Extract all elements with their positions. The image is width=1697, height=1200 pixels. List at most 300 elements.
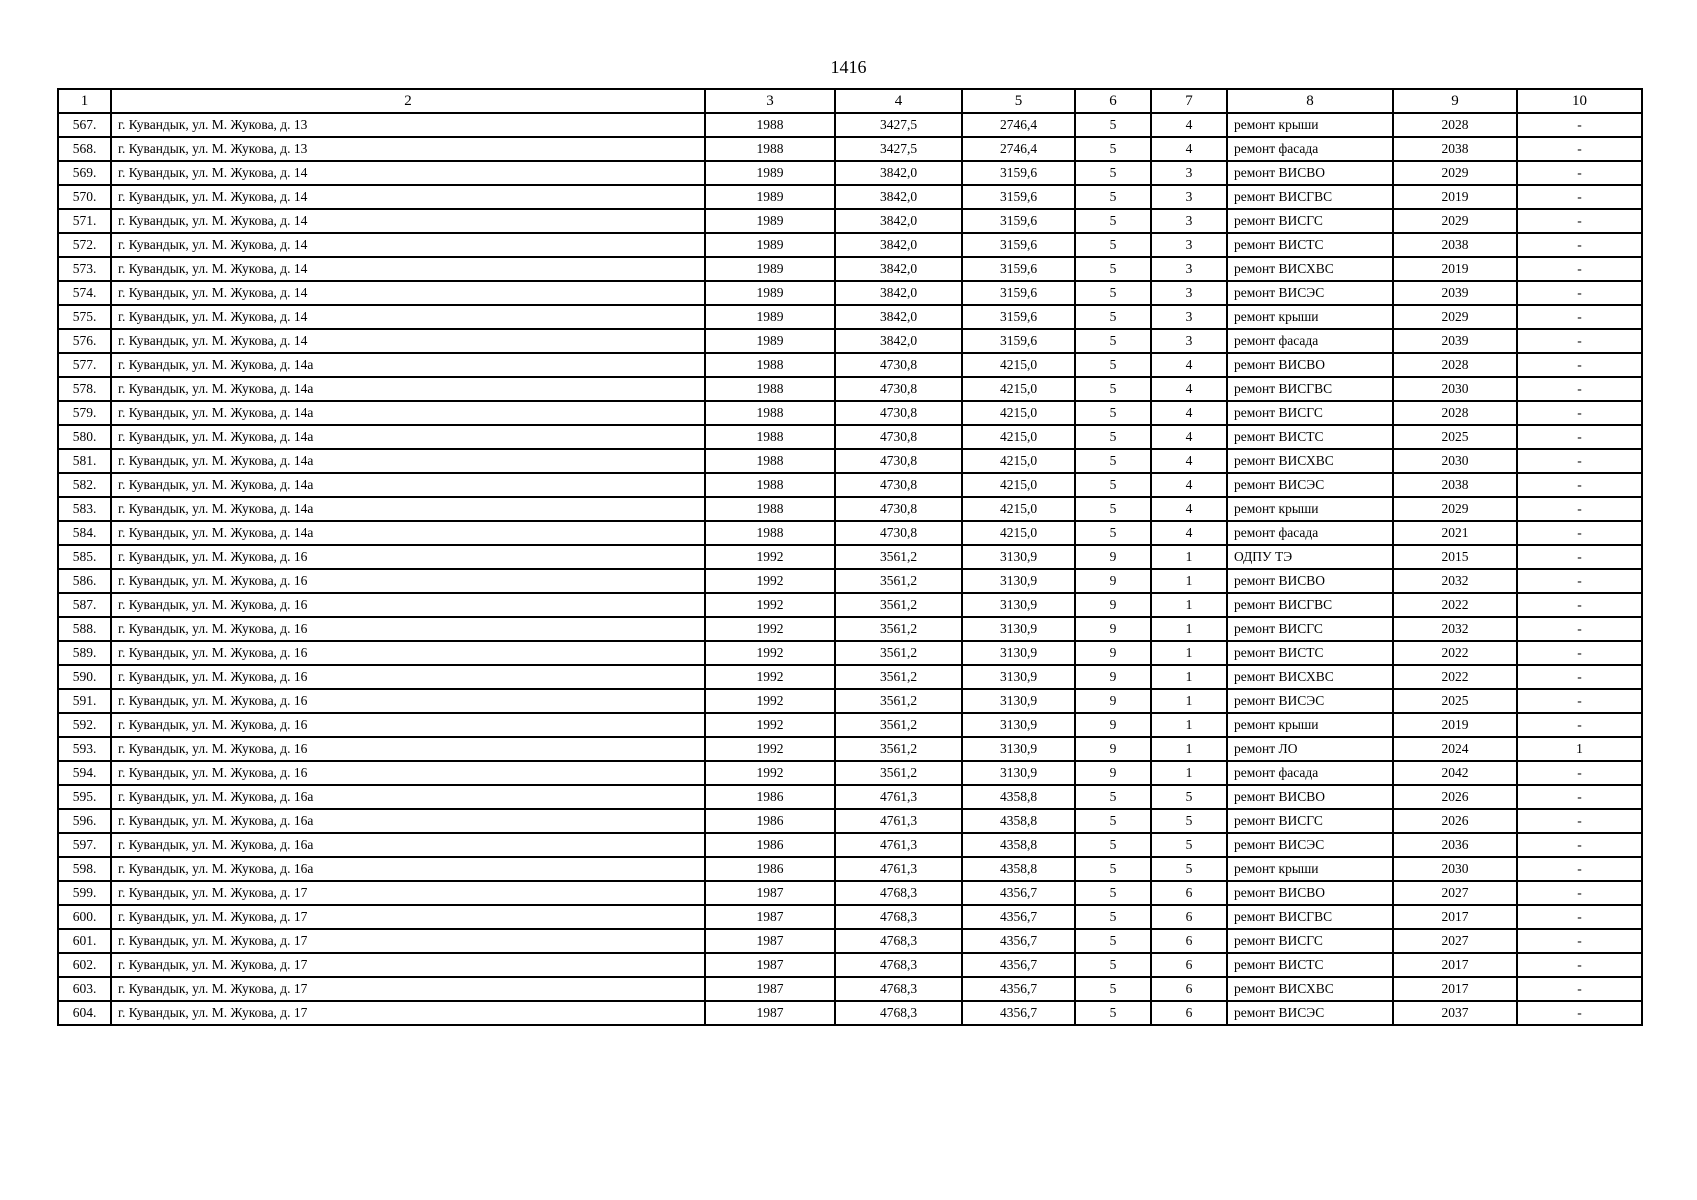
total-area-cell: 4761,3	[835, 785, 962, 809]
entrances-cell: 1	[1151, 545, 1227, 569]
floors-cell: 5	[1075, 113, 1151, 137]
year-built-cell: 1988	[705, 377, 835, 401]
entrances-cell: 4	[1151, 353, 1227, 377]
entrances-cell: 3	[1151, 185, 1227, 209]
row-number-cell: 601.	[58, 929, 111, 953]
column-header-3: 3	[705, 89, 835, 113]
total-area-cell: 3427,5	[835, 137, 962, 161]
table-row	[58, 929, 1642, 953]
row-number-cell: 593.	[58, 737, 111, 761]
work-type-cell: ремонт ВИСЭС	[1227, 1001, 1393, 1025]
total-area-cell: 4768,3	[835, 977, 962, 1001]
year-built-cell: 1987	[705, 977, 835, 1001]
living-area-cell: 3130,9	[962, 737, 1075, 761]
year-built-cell: 1987	[705, 881, 835, 905]
row-number-cell: 569.	[58, 161, 111, 185]
column-10-cell: -	[1517, 665, 1642, 689]
column-10-cell: -	[1517, 305, 1642, 329]
planned-year-cell: 2038	[1393, 473, 1517, 497]
living-area-cell: 3130,9	[962, 689, 1075, 713]
table-row	[58, 185, 1642, 209]
row-number-cell: 585.	[58, 545, 111, 569]
column-10-cell: -	[1517, 689, 1642, 713]
column-10-cell: -	[1517, 497, 1642, 521]
total-area-cell: 3427,5	[835, 113, 962, 137]
work-type-cell: ремонт крыши	[1227, 113, 1393, 137]
column-10-cell: 1	[1517, 737, 1642, 761]
address-cell: г. Кувандык, ул. М. Жукова, д. 13	[111, 137, 705, 161]
floors-cell: 9	[1075, 665, 1151, 689]
address-cell: г. Кувандык, ул. М. Жукова, д. 14а	[111, 401, 705, 425]
planned-year-cell: 2032	[1393, 569, 1517, 593]
column-10-cell: -	[1517, 257, 1642, 281]
living-area-cell: 3130,9	[962, 761, 1075, 785]
living-area-cell: 4215,0	[962, 425, 1075, 449]
year-built-cell: 1992	[705, 689, 835, 713]
living-area-cell: 3159,6	[962, 257, 1075, 281]
address-cell: г. Кувандык, ул. М. Жукова, д. 16а	[111, 785, 705, 809]
column-10-cell: -	[1517, 113, 1642, 137]
entrances-cell: 1	[1151, 713, 1227, 737]
column-10-cell: -	[1517, 929, 1642, 953]
work-type-cell: ремонт ВИСГВС	[1227, 593, 1393, 617]
entrances-cell: 5	[1151, 785, 1227, 809]
entrances-cell: 3	[1151, 233, 1227, 257]
year-built-cell: 1989	[705, 209, 835, 233]
year-built-cell: 1986	[705, 809, 835, 833]
row-number-cell: 596.	[58, 809, 111, 833]
column-header-2: 2	[111, 89, 705, 113]
total-area-cell: 3561,2	[835, 545, 962, 569]
living-area-cell: 3130,9	[962, 641, 1075, 665]
work-type-cell: ремонт ВИСГС	[1227, 809, 1393, 833]
floors-cell: 5	[1075, 137, 1151, 161]
year-built-cell: 1989	[705, 329, 835, 353]
planned-year-cell: 2026	[1393, 785, 1517, 809]
table-row	[58, 977, 1642, 1001]
row-number-cell: 595.	[58, 785, 111, 809]
entrances-cell: 1	[1151, 737, 1227, 761]
address-cell: г. Кувандык, ул. М. Жукова, д. 14	[111, 329, 705, 353]
work-type-cell: ремонт ВИСХВС	[1227, 257, 1393, 281]
row-number-cell: 568.	[58, 137, 111, 161]
planned-year-cell: 2021	[1393, 521, 1517, 545]
column-10-cell: -	[1517, 281, 1642, 305]
column-header-5: 5	[962, 89, 1075, 113]
total-area-cell: 3561,2	[835, 641, 962, 665]
total-area-cell: 3561,2	[835, 617, 962, 641]
row-number-cell: 598.	[58, 857, 111, 881]
living-area-cell: 3130,9	[962, 665, 1075, 689]
planned-year-cell: 2032	[1393, 617, 1517, 641]
total-area-cell: 3561,2	[835, 689, 962, 713]
row-number-cell: 571.	[58, 209, 111, 233]
work-type-cell: ремонт ЛО	[1227, 737, 1393, 761]
living-area-cell: 3130,9	[962, 569, 1075, 593]
floors-cell: 5	[1075, 185, 1151, 209]
column-10-cell: -	[1517, 713, 1642, 737]
row-number-cell: 600.	[58, 905, 111, 929]
year-built-cell: 1989	[705, 185, 835, 209]
column-header-6: 6	[1075, 89, 1151, 113]
row-number-cell: 574.	[58, 281, 111, 305]
planned-year-cell: 2028	[1393, 353, 1517, 377]
planned-year-cell: 2022	[1393, 593, 1517, 617]
year-built-cell: 1992	[705, 569, 835, 593]
address-cell: г. Кувандык, ул. М. Жукова, д. 17	[111, 1001, 705, 1025]
year-built-cell: 1992	[705, 617, 835, 641]
column-10-cell: -	[1517, 377, 1642, 401]
table-row	[58, 881, 1642, 905]
total-area-cell: 3842,0	[835, 209, 962, 233]
address-cell: г. Кувандык, ул. М. Жукова, д. 14	[111, 257, 705, 281]
table-row	[58, 161, 1642, 185]
planned-year-cell: 2028	[1393, 401, 1517, 425]
entrances-cell: 1	[1151, 689, 1227, 713]
work-type-cell: ремонт ВИСГС	[1227, 929, 1393, 953]
year-built-cell: 1988	[705, 353, 835, 377]
total-area-cell: 4761,3	[835, 833, 962, 857]
total-area-cell: 4730,8	[835, 401, 962, 425]
living-area-cell: 3159,6	[962, 329, 1075, 353]
column-10-cell: -	[1517, 521, 1642, 545]
total-area-cell: 3561,2	[835, 713, 962, 737]
entrances-cell: 6	[1151, 929, 1227, 953]
address-cell: г. Кувандык, ул. М. Жукова, д. 13	[111, 113, 705, 137]
living-area-cell: 4215,0	[962, 353, 1075, 377]
floors-cell: 9	[1075, 641, 1151, 665]
table-row	[58, 569, 1642, 593]
column-10-cell: -	[1517, 593, 1642, 617]
work-type-cell: ремонт ВИСВО	[1227, 569, 1393, 593]
table-row	[58, 617, 1642, 641]
work-type-cell: ремонт ВИСГВС	[1227, 905, 1393, 929]
work-type-cell: ремонт ВИСВО	[1227, 881, 1393, 905]
address-cell: г. Кувандык, ул. М. Жукова, д. 14	[111, 209, 705, 233]
year-built-cell: 1992	[705, 665, 835, 689]
entrances-cell: 3	[1151, 305, 1227, 329]
floors-cell: 9	[1075, 593, 1151, 617]
row-number-cell: 586.	[58, 569, 111, 593]
planned-year-cell: 2022	[1393, 641, 1517, 665]
floors-cell: 5	[1075, 449, 1151, 473]
living-area-cell: 4356,7	[962, 929, 1075, 953]
column-10-cell: -	[1517, 329, 1642, 353]
floors-cell: 5	[1075, 497, 1151, 521]
entrances-cell: 4	[1151, 473, 1227, 497]
living-area-cell: 4215,0	[962, 473, 1075, 497]
entrances-cell: 4	[1151, 497, 1227, 521]
floors-cell: 5	[1075, 1001, 1151, 1025]
year-built-cell: 1987	[705, 929, 835, 953]
floors-cell: 5	[1075, 425, 1151, 449]
planned-year-cell: 2038	[1393, 137, 1517, 161]
planned-year-cell: 2036	[1393, 833, 1517, 857]
total-area-cell: 3561,2	[835, 761, 962, 785]
column-10-cell: -	[1517, 905, 1642, 929]
planned-year-cell: 2039	[1393, 281, 1517, 305]
work-type-cell: ремонт ВИСХВС	[1227, 977, 1393, 1001]
total-area-cell: 4761,3	[835, 809, 962, 833]
living-area-cell: 4358,8	[962, 809, 1075, 833]
work-type-cell: ремонт ВИСЭС	[1227, 473, 1393, 497]
floors-cell: 5	[1075, 521, 1151, 545]
living-area-cell: 3130,9	[962, 713, 1075, 737]
year-built-cell: 1992	[705, 641, 835, 665]
year-built-cell: 1987	[705, 953, 835, 977]
column-10-cell: -	[1517, 353, 1642, 377]
address-cell: г. Кувандык, ул. М. Жукова, д. 16	[111, 761, 705, 785]
living-area-cell: 4356,7	[962, 881, 1075, 905]
column-10-cell: -	[1517, 161, 1642, 185]
floors-cell: 5	[1075, 977, 1151, 1001]
column-header-4: 4	[835, 89, 962, 113]
planned-year-cell: 2030	[1393, 857, 1517, 881]
planned-year-cell: 2029	[1393, 209, 1517, 233]
table-row	[58, 113, 1642, 137]
total-area-cell: 4761,3	[835, 857, 962, 881]
year-built-cell: 1988	[705, 449, 835, 473]
entrances-cell: 4	[1151, 377, 1227, 401]
column-10-cell: -	[1517, 881, 1642, 905]
column-10-cell: -	[1517, 617, 1642, 641]
living-area-cell: 4215,0	[962, 401, 1075, 425]
planned-year-cell: 2038	[1393, 233, 1517, 257]
living-area-cell: 4358,8	[962, 857, 1075, 881]
entrances-cell: 6	[1151, 881, 1227, 905]
column-10-cell: -	[1517, 809, 1642, 833]
address-cell: г. Кувандык, ул. М. Жукова, д. 16	[111, 593, 705, 617]
table-row	[58, 449, 1642, 473]
work-type-cell: ремонт ВИСГС	[1227, 617, 1393, 641]
table-row	[58, 329, 1642, 353]
entrances-cell: 4	[1151, 137, 1227, 161]
entrances-cell: 3	[1151, 161, 1227, 185]
address-cell: г. Кувандык, ул. М. Жукова, д. 14а	[111, 449, 705, 473]
year-built-cell: 1986	[705, 785, 835, 809]
total-area-cell: 4730,8	[835, 377, 962, 401]
column-10-cell: -	[1517, 473, 1642, 497]
address-cell: г. Кувандык, ул. М. Жукова, д. 16	[111, 569, 705, 593]
address-cell: г. Кувандык, ул. М. Жукова, д. 14а	[111, 473, 705, 497]
year-built-cell: 1986	[705, 833, 835, 857]
row-number-cell: 592.	[58, 713, 111, 737]
living-area-cell: 3159,6	[962, 161, 1075, 185]
planned-year-cell: 2019	[1393, 185, 1517, 209]
address-cell: г. Кувандык, ул. М. Жукова, д. 16	[111, 641, 705, 665]
planned-year-cell: 2027	[1393, 881, 1517, 905]
table-row	[58, 809, 1642, 833]
year-built-cell: 1988	[705, 425, 835, 449]
row-number-cell: 581.	[58, 449, 111, 473]
work-type-cell: ремонт ВИСХВС	[1227, 449, 1393, 473]
total-area-cell: 4730,8	[835, 521, 962, 545]
table-row	[58, 1001, 1642, 1025]
row-number-cell: 594.	[58, 761, 111, 785]
living-area-cell: 3130,9	[962, 593, 1075, 617]
row-number-cell: 582.	[58, 473, 111, 497]
year-built-cell: 1988	[705, 113, 835, 137]
entrances-cell: 3	[1151, 329, 1227, 353]
total-area-cell: 4730,8	[835, 425, 962, 449]
living-area-cell: 4215,0	[962, 449, 1075, 473]
column-header-7: 7	[1151, 89, 1227, 113]
work-type-cell: ремонт крыши	[1227, 713, 1393, 737]
work-type-cell: ремонт фасада	[1227, 137, 1393, 161]
work-type-cell: ремонт ВИСЭС	[1227, 689, 1393, 713]
total-area-cell: 3842,0	[835, 185, 962, 209]
floors-cell: 9	[1075, 617, 1151, 641]
table-row	[58, 377, 1642, 401]
address-cell: г. Кувандык, ул. М. Жукова, д. 14а	[111, 425, 705, 449]
row-number-cell: 570.	[58, 185, 111, 209]
work-type-cell: ремонт фасада	[1227, 329, 1393, 353]
work-type-cell: ремонт ВИСТС	[1227, 425, 1393, 449]
year-built-cell: 1992	[705, 761, 835, 785]
address-cell: г. Кувандык, ул. М. Жукова, д. 17	[111, 953, 705, 977]
table-row	[58, 593, 1642, 617]
total-area-cell: 3561,2	[835, 593, 962, 617]
planned-year-cell: 2029	[1393, 161, 1517, 185]
address-cell: г. Кувандык, ул. М. Жукова, д. 16	[111, 689, 705, 713]
planned-year-cell: 2037	[1393, 1001, 1517, 1025]
work-type-cell: ремонт ВИСГВС	[1227, 377, 1393, 401]
total-area-cell: 4768,3	[835, 929, 962, 953]
table-row	[58, 737, 1642, 761]
floors-cell: 5	[1075, 929, 1151, 953]
work-type-cell: ремонт ВИСТС	[1227, 953, 1393, 977]
column-header-10: 10	[1517, 89, 1642, 113]
table-row	[58, 401, 1642, 425]
column-header-8: 8	[1227, 89, 1393, 113]
planned-year-cell: 2025	[1393, 689, 1517, 713]
work-type-cell: ремонт ВИСХВС	[1227, 665, 1393, 689]
entrances-cell: 1	[1151, 593, 1227, 617]
entrances-cell: 5	[1151, 833, 1227, 857]
planned-year-cell: 2029	[1393, 305, 1517, 329]
column-10-cell: -	[1517, 761, 1642, 785]
table-row	[58, 905, 1642, 929]
year-built-cell: 1987	[705, 1001, 835, 1025]
entrances-cell: 1	[1151, 641, 1227, 665]
table-row	[58, 425, 1642, 449]
total-area-cell: 4730,8	[835, 473, 962, 497]
row-number-cell: 579.	[58, 401, 111, 425]
table-row	[58, 665, 1642, 689]
year-built-cell: 1989	[705, 281, 835, 305]
total-area-cell: 4768,3	[835, 905, 962, 929]
planned-year-cell: 2017	[1393, 905, 1517, 929]
column-10-cell: -	[1517, 401, 1642, 425]
floors-cell: 9	[1075, 689, 1151, 713]
total-area-cell: 3842,0	[835, 305, 962, 329]
table-row	[58, 281, 1642, 305]
planned-year-cell: 2022	[1393, 665, 1517, 689]
row-number-cell: 584.	[58, 521, 111, 545]
living-area-cell: 4358,8	[962, 833, 1075, 857]
work-type-cell: ремонт ВИСГС	[1227, 209, 1393, 233]
year-built-cell: 1988	[705, 521, 835, 545]
address-cell: г. Кувандык, ул. М. Жукова, д. 16а	[111, 857, 705, 881]
address-cell: г. Кувандык, ул. М. Жукова, д. 16	[111, 737, 705, 761]
table-row	[58, 353, 1642, 377]
floors-cell: 9	[1075, 569, 1151, 593]
planned-year-cell: 2030	[1393, 449, 1517, 473]
column-10-cell: -	[1517, 641, 1642, 665]
table-row	[58, 233, 1642, 257]
row-number-cell: 597.	[58, 833, 111, 857]
year-built-cell: 1988	[705, 401, 835, 425]
entrances-cell: 4	[1151, 521, 1227, 545]
living-area-cell: 3130,9	[962, 545, 1075, 569]
floors-cell: 5	[1075, 401, 1151, 425]
address-cell: г. Кувандык, ул. М. Жукова, д. 14	[111, 233, 705, 257]
table-row	[58, 689, 1642, 713]
planned-year-cell: 2039	[1393, 329, 1517, 353]
entrances-cell: 3	[1151, 257, 1227, 281]
entrances-cell: 4	[1151, 401, 1227, 425]
year-built-cell: 1992	[705, 545, 835, 569]
column-10-cell: -	[1517, 1001, 1642, 1025]
address-cell: г. Кувандык, ул. М. Жукова, д. 14а	[111, 497, 705, 521]
work-type-cell: ремонт ВИСЭС	[1227, 833, 1393, 857]
row-number-cell: 589.	[58, 641, 111, 665]
work-type-cell: ремонт фасада	[1227, 521, 1393, 545]
planned-year-cell: 2017	[1393, 977, 1517, 1001]
total-area-cell: 4768,3	[835, 881, 962, 905]
entrances-cell: 3	[1151, 209, 1227, 233]
table-row	[58, 521, 1642, 545]
total-area-cell: 3842,0	[835, 161, 962, 185]
total-area-cell: 3561,2	[835, 569, 962, 593]
work-type-cell: ремонт ВИСТС	[1227, 233, 1393, 257]
total-area-cell: 3561,2	[835, 737, 962, 761]
address-cell: г. Кувандык, ул. М. Жукова, д. 14а	[111, 353, 705, 377]
address-cell: г. Кувандык, ул. М. Жукова, д. 16а	[111, 809, 705, 833]
column-10-cell: -	[1517, 137, 1642, 161]
floors-cell: 5	[1075, 473, 1151, 497]
floors-cell: 5	[1075, 953, 1151, 977]
planned-year-cell: 2025	[1393, 425, 1517, 449]
table-row	[58, 545, 1642, 569]
living-area-cell: 3159,6	[962, 305, 1075, 329]
column-10-cell: -	[1517, 545, 1642, 569]
column-10-cell: -	[1517, 953, 1642, 977]
column-10-cell: -	[1517, 569, 1642, 593]
address-cell: г. Кувандык, ул. М. Жукова, д. 17	[111, 929, 705, 953]
total-area-cell: 4730,8	[835, 497, 962, 521]
planned-year-cell: 2029	[1393, 497, 1517, 521]
floors-cell: 5	[1075, 305, 1151, 329]
table-row	[58, 473, 1642, 497]
total-area-cell: 3561,2	[835, 665, 962, 689]
row-number-cell: 590.	[58, 665, 111, 689]
planned-year-cell: 2019	[1393, 257, 1517, 281]
row-number-cell: 591.	[58, 689, 111, 713]
entrances-cell: 1	[1151, 761, 1227, 785]
floors-cell: 5	[1075, 209, 1151, 233]
planned-year-cell: 2015	[1393, 545, 1517, 569]
total-area-cell: 4768,3	[835, 1001, 962, 1025]
living-area-cell: 4215,0	[962, 521, 1075, 545]
table-header	[58, 89, 1642, 113]
row-number-cell: 587.	[58, 593, 111, 617]
work-type-cell: ремонт ВИСВО	[1227, 161, 1393, 185]
floors-cell: 5	[1075, 857, 1151, 881]
living-area-cell: 3130,9	[962, 617, 1075, 641]
planned-year-cell: 2019	[1393, 713, 1517, 737]
work-type-cell: ремонт крыши	[1227, 857, 1393, 881]
